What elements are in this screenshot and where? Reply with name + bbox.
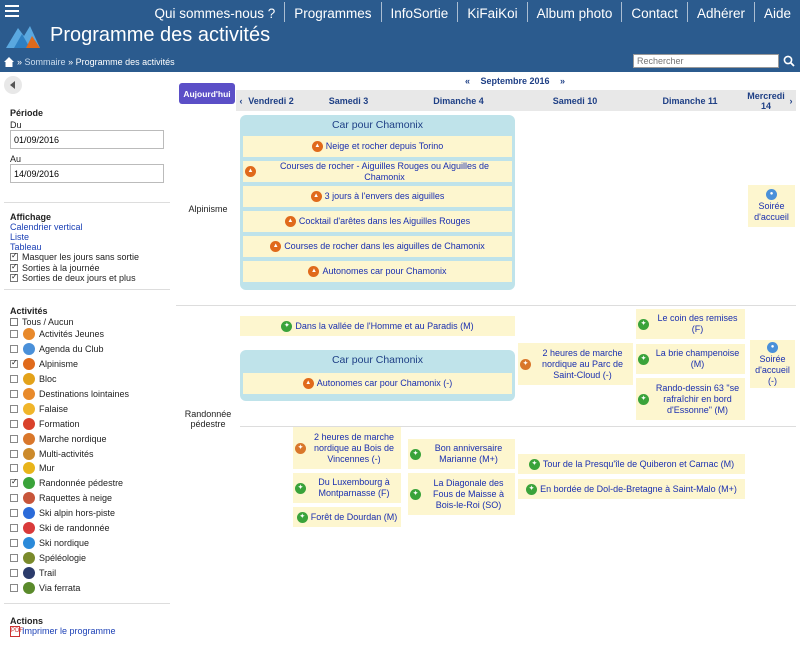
activities-title: Activités: [10, 306, 48, 316]
checkbox[interactable]: [10, 253, 18, 261]
marche-nordique-icon: ✦: [520, 359, 531, 370]
via-ferrata-icon: [23, 582, 35, 594]
activity-checkbox[interactable]: [10, 375, 18, 383]
option-day-trips[interactable]: [10, 263, 164, 274]
bloc-icon: [23, 373, 35, 385]
activity-label: Ski de randonnée: [39, 523, 110, 534]
today-button[interactable]: Aujourd'hui: [179, 83, 235, 104]
jeunes-icon: [23, 328, 35, 340]
speleo-icon: [23, 552, 35, 564]
activity-label: Trail: [39, 567, 57, 578]
event-card[interactable]: [518, 454, 745, 474]
alpinisme-icon: ▲: [303, 378, 314, 389]
activity-filter-row[interactable]: [10, 565, 164, 580]
current-month: Septembre 2016: [480, 76, 550, 86]
activity-label: Ski nordique: [39, 537, 90, 548]
group-title[interactable]: Car pour Chamonix: [331, 119, 424, 131]
activity-list: [10, 327, 164, 595]
activity-checkbox[interactable]: [10, 450, 18, 458]
event-title: La Diagonale des Fous de Maisse à Bois-le-Roi (SO): [432, 477, 505, 510]
event-title: Rando-dessin 63 "se rafraîchir en bord d'Essonne" (M): [655, 382, 740, 415]
activity-filter-row[interactable]: [10, 491, 164, 506]
activity-checkbox[interactable]: [10, 539, 18, 547]
event-card[interactable]: [243, 211, 512, 232]
activity-checkbox[interactable]: [10, 554, 18, 562]
ski-nordique-icon: [23, 537, 35, 549]
breadcrumb-home-link[interactable]: Sommaire: [24, 57, 66, 67]
display-title: Affichage: [10, 212, 52, 222]
view-table-link[interactable]: Tableau: [10, 242, 42, 252]
nav-kifaikoi[interactable]: KiFaiKoi: [457, 2, 526, 22]
next-month-button[interactable]: »: [560, 76, 566, 86]
arrow-left-icon: [4, 76, 22, 94]
activity-checkbox[interactable]: [10, 584, 18, 592]
falaise-icon: [23, 403, 35, 415]
randonnee-icon: [23, 477, 35, 489]
event-card[interactable]: [243, 136, 512, 157]
randonnee-icon: ✦: [297, 512, 308, 523]
formation-icon: [23, 418, 35, 430]
event-title: En bordée de Dol-de-Bretagne à Saint-Malo (M+): [540, 483, 737, 494]
row-divider: [176, 305, 796, 306]
nav-programmes[interactable]: Programmes: [284, 2, 380, 22]
event-title: Forêt de Dourdan (M): [310, 511, 398, 522]
nav-aide[interactable]: Aide: [754, 2, 800, 22]
column-vendredi-2: Vendredi 2: [248, 95, 294, 106]
event-card[interactable]: [243, 236, 512, 257]
randonnee-icon: ✦: [281, 321, 292, 332]
activity-checkbox[interactable]: [10, 464, 18, 472]
event-title: Soirée d'accueil: [754, 201, 789, 222]
activity-filter-row[interactable]: [10, 327, 164, 342]
randonnee-icon: ✦: [638, 319, 649, 330]
event-title: 2 heures de marche nordique au Bois de Vincennes (-): [313, 431, 395, 464]
destinations-icon: [23, 388, 35, 400]
alpinisme-icon: ▲: [312, 141, 323, 152]
activity-label: Destinations lointaines: [39, 389, 130, 399]
activity-label: Marche nordique: [39, 433, 107, 444]
column-dimanche-4: Dimanche 4: [433, 95, 484, 106]
option-label: Sorties à la journée: [22, 262, 100, 273]
column-mercredi-14: Mercredi 14: [747, 90, 785, 111]
event-title: Le coin des remises (F): [657, 313, 738, 334]
checkbox[interactable]: [10, 264, 18, 272]
activity-label: Raquettes à neige: [39, 493, 113, 504]
randonnee-icon: ✦: [638, 354, 649, 365]
activity-filter-row[interactable]: [10, 357, 164, 372]
alpinisme-icon: ▲: [245, 166, 256, 177]
search-icon[interactable]: [783, 55, 795, 67]
to-label: Au: [10, 154, 22, 164]
option-hide-empty-days[interactable]: [10, 252, 164, 263]
event-title: Neige et rocher depuis Torino: [325, 141, 444, 151]
date-from-input[interactable]: [10, 130, 164, 149]
event-card[interactable]: [243, 161, 512, 182]
event-card[interactable]: [240, 316, 515, 336]
breadcrumb-sep: »: [68, 57, 74, 67]
event-title: Dans la vallée de l'Homme et au Paradis (M): [295, 320, 474, 331]
event-title: 2 heures de marche nordique au Parc de Saint-Cloud (-): [541, 347, 624, 380]
calendar-column-header: [236, 90, 796, 111]
activity-filter-row[interactable]: [10, 372, 164, 387]
event-card[interactable]: [518, 343, 633, 385]
next-columns-button[interactable]: ›: [789, 95, 793, 106]
event-title: 3 jours à l'envers des aiguilles: [324, 191, 445, 201]
checkbox[interactable]: [10, 318, 18, 326]
activity-filter-row[interactable]: [10, 342, 164, 357]
period-title: Période: [10, 108, 44, 118]
option-label: Sorties de deux jours et plus: [22, 273, 136, 284]
activity-filter-row[interactable]: [10, 446, 164, 461]
marche-nordique-icon: [23, 433, 35, 445]
event-title: Autonomes car pour Chamonix (-): [316, 378, 453, 388]
row-label-alpinisme: Alpinisme: [188, 204, 228, 214]
event-card[interactable]: [293, 507, 401, 527]
column-samedi-10: Samedi 10: [552, 95, 598, 106]
collapse-sidebar-button[interactable]: [4, 76, 22, 94]
activity-label: Multi-activités: [39, 448, 94, 459]
activity-filter-row[interactable]: [10, 431, 164, 446]
activity-filter-row[interactable]: [10, 416, 164, 431]
event-title: Autonomes car pour Chamonix: [322, 266, 447, 276]
toggle-all-activities[interactable]: [10, 316, 164, 327]
activity-label: Alpinisme: [39, 359, 79, 370]
event-card[interactable]: [636, 378, 745, 420]
club-logo-icon[interactable]: [6, 22, 40, 48]
activity-checkbox[interactable]: [10, 524, 18, 532]
activity-label: Spéléologie: [39, 552, 87, 563]
prev-columns-button[interactable]: ‹: [239, 95, 243, 106]
breadcrumb-sep: »: [17, 57, 23, 67]
search-input[interactable]: [633, 54, 779, 68]
event-card[interactable]: [408, 439, 515, 469]
event-card[interactable]: [243, 186, 512, 207]
column-dimanche-11: Dimanche 11: [662, 95, 718, 106]
activity-checkbox[interactable]: [10, 479, 18, 487]
nav-contact[interactable]: Contact: [621, 2, 687, 22]
activity-filter-row[interactable]: [10, 506, 164, 521]
event-title: Courses de rocher - Aiguilles Rouges ou Aiguilles de Chamonix: [279, 160, 490, 182]
alpinisme-icon: [23, 358, 35, 370]
activities-panel: [4, 304, 170, 604]
alpinisme-icon: ▲: [308, 266, 319, 277]
event-card[interactable]: [750, 340, 795, 388]
activity-checkbox[interactable]: [10, 569, 18, 577]
activity-checkbox[interactable]: [10, 405, 18, 413]
alpinisme-icon: ▲: [270, 241, 281, 252]
event-card[interactable]: [636, 344, 745, 374]
event-title: Du Luxembourg à Montparnasse (F): [318, 477, 390, 498]
activity-checkbox[interactable]: [10, 330, 18, 338]
activity-checkbox[interactable]: [10, 390, 18, 398]
activity-filter-row[interactable]: [10, 521, 164, 536]
nav-album-photo[interactable]: Album photo: [527, 2, 622, 22]
event-card[interactable]: [243, 261, 512, 282]
checkbox[interactable]: [10, 274, 18, 282]
pdf-icon: PDF: [10, 626, 20, 637]
activity-checkbox[interactable]: [10, 345, 18, 353]
mur-icon: [23, 462, 35, 474]
month-navigation: [240, 76, 790, 86]
period-panel: [4, 106, 170, 203]
ski-alpin-icon: [23, 507, 35, 519]
ski-rando-icon: [23, 522, 35, 534]
print-program-link[interactable]: [10, 626, 164, 637]
activity-filter-row[interactable]: [10, 535, 164, 550]
trail-icon: [23, 567, 35, 579]
activity-checkbox[interactable]: [10, 435, 18, 443]
toggle-all-label: Tous / Aucun: [22, 316, 74, 327]
activity-filter-row[interactable]: [10, 387, 164, 402]
event-title: Cocktail d'arêtes dans les Aiguilles Rouges: [298, 216, 471, 226]
event-card[interactable]: [518, 479, 745, 499]
activity-checkbox[interactable]: [10, 494, 18, 502]
activity-filter-row[interactable]: [10, 461, 164, 476]
nav-adherer[interactable]: Adhérer: [687, 2, 754, 22]
event-card[interactable]: [636, 309, 745, 339]
event-title: La brie champenoise (M): [655, 348, 740, 369]
event-card[interactable]: [408, 473, 515, 515]
activity-filter-row[interactable]: [10, 580, 164, 595]
nav-infosortie[interactable]: InfoSortie: [381, 2, 458, 22]
activity-label: Bloc: [39, 374, 57, 385]
raquettes-icon: [23, 492, 35, 504]
activity-filter-row[interactable]: [10, 476, 164, 491]
activity-label: Mur: [39, 463, 55, 474]
activity-checkbox[interactable]: [10, 509, 18, 517]
nav-qui-sommes-nous[interactable]: Qui sommes-nous ?: [154, 6, 276, 21]
display-panel: [4, 210, 170, 290]
column-samedi-3: Samedi 3: [328, 95, 369, 106]
activity-label: Falaise: [39, 403, 69, 414]
marche-nordique-icon: ✦: [295, 443, 306, 454]
top-navigation: [145, 0, 800, 24]
randonnee-icon: ✦: [295, 483, 306, 494]
view-vertical-calendar-link[interactable]: Calendrier vertical: [10, 222, 83, 232]
breadcrumb: [17, 57, 175, 67]
actions-panel: [4, 614, 170, 650]
activity-label: Randonnée pédestre: [39, 478, 124, 489]
activity-label: Ski alpin hors-piste: [39, 508, 116, 519]
row-label-randonnee: Randonnée pédestre: [184, 409, 232, 429]
print-label: Imprimer le programme: [22, 626, 116, 636]
hamburger-menu-icon[interactable]: [5, 5, 19, 17]
date-to-input[interactable]: [10, 164, 164, 183]
view-list-link[interactable]: Liste: [10, 232, 30, 242]
home-icon[interactable]: [4, 57, 14, 67]
event-card[interactable]: [293, 427, 401, 469]
activity-label: Formation: [39, 418, 80, 429]
randonnee-icon: ✦: [526, 484, 537, 495]
activity-filter-row[interactable]: [10, 550, 164, 565]
agenda-icon: [23, 343, 35, 355]
option-multi-day-trips[interactable]: [10, 273, 164, 284]
page-title: Programme des activités: [50, 24, 271, 46]
from-label: Du: [10, 120, 22, 130]
randonnee-icon: ✦: [410, 489, 421, 500]
site-header: [0, 0, 800, 52]
event-card[interactable]: [243, 373, 512, 394]
actions-title: Actions: [10, 616, 44, 626]
event-card[interactable]: [748, 185, 795, 227]
alpinisme-icon: ▲: [311, 191, 322, 202]
activity-label: Agenda du Club: [39, 344, 104, 355]
activity-label: Via ferrata: [39, 582, 81, 593]
randonnee-icon: ✦: [638, 394, 649, 405]
agenda-icon: ●: [766, 189, 777, 200]
prev-month-button[interactable]: «: [464, 76, 470, 86]
activity-checkbox[interactable]: [10, 360, 18, 368]
randonnee-icon: ✦: [529, 459, 540, 470]
activity-checkbox[interactable]: [10, 420, 18, 428]
event-title: Soirée d'accueil (-): [755, 353, 790, 386]
event-title: Tour de la Presqu'île de Quiberon et Carnac (M): [542, 458, 735, 469]
breadcrumb-current: Programme des activités: [75, 57, 175, 67]
multi-activites-icon: [23, 448, 35, 460]
event-title: Courses de rocher dans les aiguilles de Chamonix: [284, 241, 485, 251]
activity-filter-row[interactable]: [10, 401, 164, 416]
event-title: Bon anniversaire Marianne (M+): [434, 443, 503, 464]
option-label: Masquer les jours sans sortie: [22, 252, 140, 263]
agenda-icon: ●: [767, 342, 778, 353]
event-card[interactable]: [293, 473, 401, 503]
activity-label: Activités Jeunes: [39, 329, 105, 340]
randonnee-icon: ✦: [410, 449, 421, 460]
group-title[interactable]: Car pour Chamonix: [331, 354, 424, 366]
alpinisme-icon: ▲: [285, 216, 296, 227]
